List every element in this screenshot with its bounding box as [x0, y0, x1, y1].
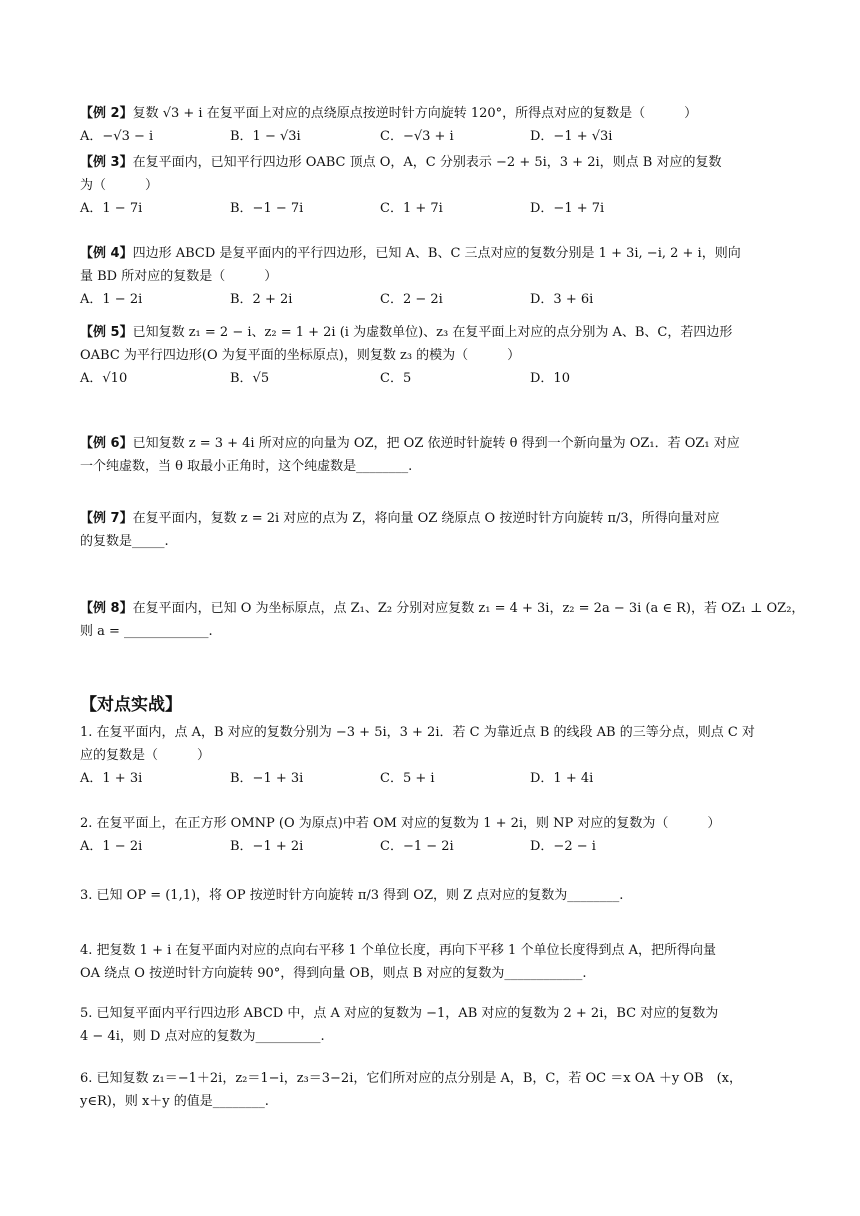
option-d: D．3 + 6i	[530, 292, 594, 307]
example-ex4	[80, 243, 780, 311]
question-line: 【例 3】在复平面内，已知平行四边形 OABC 顶点 O，A，C 分别表示 −2 + 5i，3 + 2i，则点 B 对应的复数	[80, 155, 722, 170]
example-ex5	[80, 322, 780, 390]
question-line: 的复数是_____.	[80, 534, 169, 549]
question-line: 则 a = _____________.	[80, 624, 213, 639]
question-line: OABC 为平行四边形(O 为复平面的坐标原点)，则复数 z₃ 的模为（ ）	[80, 348, 521, 363]
option-a: A．√10	[80, 371, 128, 386]
option-d: D．−1 + 7i	[530, 201, 605, 216]
question-line: 【例 8】在复平面内，已知 O 为坐标原点，点 Z₁、Z₂ 分别对应复数 z₁ = 4 + 3i，z₂ = 2a − 3i (a ∈ R)，若 OZ₁ ⊥ OZ₂，	[80, 601, 805, 616]
option-c: C．2 − 2i	[380, 292, 443, 307]
option-a: A．1 − 7i	[80, 201, 143, 216]
example-label: 【例 7】	[80, 511, 133, 526]
example-label: 【例 4】	[80, 246, 133, 261]
example-ex3	[80, 152, 780, 220]
option-d: D．−1 + √3i	[530, 129, 613, 144]
option-c: C．1 + 7i	[380, 201, 443, 216]
question-line: 【例 2】复数 √3 + i 在复平面上对应的点绕原点按逆时针方向旋转 120°，所得点对应的复数是（ ）	[80, 106, 698, 121]
option-b: B．−1 + 3i	[230, 771, 304, 786]
option-d: D．−2 − i	[530, 839, 596, 854]
option-b: B．√5	[230, 371, 270, 386]
option-a: A．−√3 − i	[80, 129, 154, 144]
question-line: 【例 6】已知复数 z = 3 + 4i 所对应的向量为 OZ，把 OZ 依逆时针旋转 θ 得到一个新向量为 OZ₁．若 OZ₁ 对应	[80, 436, 740, 451]
question-line: y∈R)，则 x＋y 的值是________.	[80, 1094, 269, 1109]
exercise-p6	[80, 1068, 780, 1114]
example-label: 【例 2】	[80, 106, 133, 121]
option-a: A．1 − 2i	[80, 839, 143, 854]
question-line: 为（ ）	[80, 178, 159, 193]
options-row	[80, 198, 780, 220]
example-ex2	[80, 103, 780, 148]
question-line: 【例 4】四边形 ABCD 是复平面内的平行四边形，已知 A、B、C 三点对应的复数分别是 1 + 3i, −i, 2 + i，则向	[80, 246, 741, 261]
section-title: 【对点实战】	[80, 695, 182, 715]
option-a: A．1 − 2i	[80, 292, 143, 307]
question-line: 1. 在复平面内，点 A，B 对应的复数分别为 −3 + 5i，3 + 2i．若 C 为靠近点 B 的线段 AB 的三等分点，则点 C 对	[80, 725, 755, 740]
question-line: 4 − 4i，则 D 点对应的复数为__________.	[80, 1029, 325, 1044]
question-line: 一个纯虚数，当 θ 取最小正角时，这个纯虚数是________.	[80, 459, 413, 474]
example-ex6	[80, 433, 780, 479]
question-line: 2. 在复平面上，在正方形 OMNP (O 为原点)中若 OM 对应的复数为 1 + 2i，则 NP 对应的复数为（ ）	[80, 816, 721, 831]
options-row	[80, 126, 780, 148]
option-b: B．1 − √3i	[230, 129, 301, 144]
example-label: 【例 6】	[80, 436, 133, 451]
option-b: B．−1 + 2i	[230, 839, 304, 854]
example-label: 【例 5】	[80, 325, 133, 340]
exercise-p5	[80, 1003, 780, 1049]
question-line: 【例 7】在复平面内，复数 z = 2i 对应的点为 Z，将向量 OZ 绕原点 O 按逆时针方向旋转 π/3，所得向量对应	[80, 511, 720, 526]
option-d: D．10	[530, 371, 570, 386]
question-line: 应的复数是（ ）	[80, 748, 211, 763]
option-d: D．1 + 4i	[530, 771, 594, 786]
question-line: 量 BD 所对应的复数是（ ）	[80, 269, 278, 284]
question-line: 3. 已知 OP = (1,1)，将 OP 按逆时针方向旋转 π/3 得到 OZ，则 Z 点对应的复数为________.	[80, 888, 624, 903]
options-row	[80, 368, 780, 390]
question-line: OA 绕点 O 按逆时针方向旋转 90°，得到向量 OB，则点 B 对应的复数为____________.	[80, 966, 587, 981]
question-line: 4. 把复数 1 + i 在复平面内对应的点向右平移 1 个单位长度，再向下平移 1 个单位长度得到点 A，把所得向量	[80, 943, 716, 958]
exercise-p1	[80, 722, 780, 790]
options-row	[80, 836, 780, 858]
example-label: 【例 8】	[80, 601, 133, 616]
exercise-p3	[80, 885, 780, 908]
example-label: 【例 3】	[80, 155, 133, 170]
question-line: 6. 已知复数 z₁＝−1＋2i，z₂＝1−i，z₃＝3−2i，它们所对应的点分别是 A，B，C，若 OC ＝x OA ＋y OB (x，	[80, 1071, 742, 1086]
options-row	[80, 289, 780, 311]
example-ex8	[80, 598, 805, 644]
option-c: C．5 + i	[380, 771, 435, 786]
question-line: 5. 已知复平面内平行四边形 ABCD 中，点 A 对应的复数为 −1，AB 对应的复数为 2 + 2i，BC 对应的复数为	[80, 1006, 719, 1021]
example-ex7	[80, 508, 780, 554]
option-c: C．−√3 + i	[380, 129, 454, 144]
option-c: C．−1 − 2i	[380, 839, 454, 854]
exercise-p4	[80, 940, 780, 986]
option-b: B．2 + 2i	[230, 292, 293, 307]
exercise-p2	[80, 813, 780, 858]
question-line: 【例 5】已知复数 z₁ = 2 − i、z₂ = 1 + 2i (i 为虚数单位)、z₃ 在复平面上对应的点分别为 A、B、C，若四边形	[80, 325, 733, 340]
options-row	[80, 768, 780, 790]
option-a: A．1 + 3i	[80, 771, 143, 786]
option-c: C．5	[380, 371, 412, 386]
option-b: B．−1 − 7i	[230, 201, 304, 216]
